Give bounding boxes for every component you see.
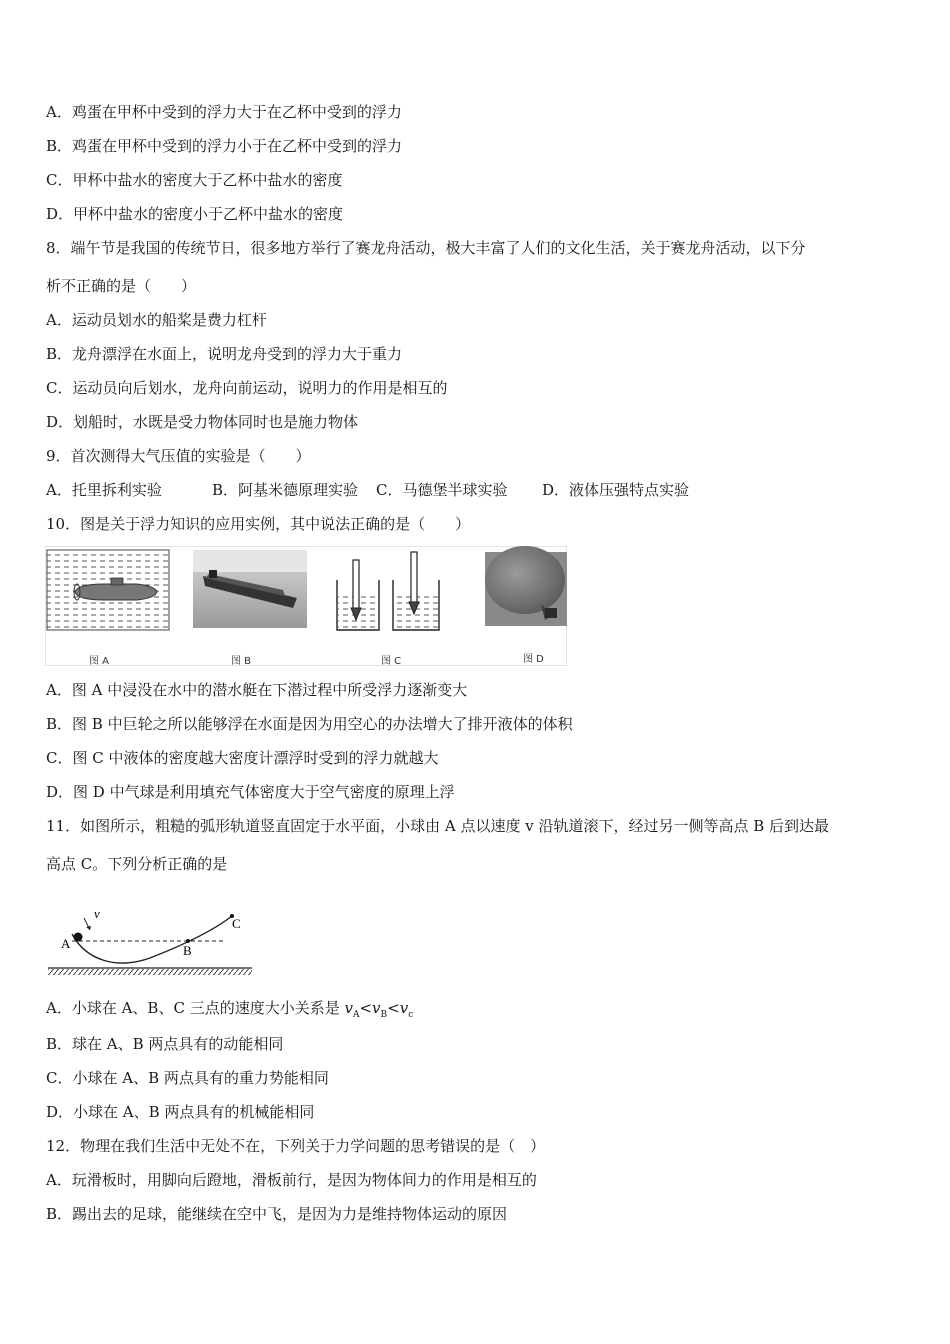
q10-option-c: C．图 C 中液体的密度越大密度计漂浮时受到的浮力就越大 bbox=[46, 749, 439, 767]
figure-b-ship bbox=[193, 550, 307, 628]
caption-a: 图 A bbox=[89, 656, 110, 667]
q9-option-b: B．阿基米德原理实验 bbox=[212, 481, 359, 499]
caption-b: 图 B bbox=[231, 656, 252, 667]
q11-track-figure bbox=[46, 900, 256, 980]
label-a: A bbox=[61, 936, 71, 951]
q9-option-d: D．液体压强特点实验 bbox=[542, 481, 690, 499]
q11-option-c: C．小球在 A、B 两点具有的重力势能相同 bbox=[46, 1069, 329, 1087]
q10-figures-svg bbox=[45, 546, 567, 666]
q11-va: v bbox=[344, 999, 353, 1017]
q7-option-c: C．甲杯中盐水的密度大于乙杯中盐水的密度 bbox=[46, 171, 343, 189]
figure-a-submarine bbox=[47, 550, 169, 630]
label-c: C bbox=[232, 916, 241, 931]
label-v: v bbox=[94, 906, 100, 921]
q9-option-a: A．托里拆利实验 bbox=[46, 481, 162, 499]
caption-c: 图 C bbox=[381, 656, 402, 667]
q11-vc: v bbox=[399, 999, 409, 1017]
q11-lt1: < bbox=[359, 999, 373, 1017]
q11-option-a-text: A．小球在 A、B、C 三点的速度大小关系是 bbox=[46, 999, 345, 1017]
caption-d: 图 D bbox=[523, 654, 544, 665]
q10-stem: 10．图是关于浮力知识的应用实例，其中说法正确的是（ ） bbox=[46, 515, 471, 533]
q8-stem-line2: 析不正确的是（ ） bbox=[46, 277, 197, 295]
q10-figure-strip bbox=[45, 546, 567, 666]
q11-vb: v bbox=[372, 999, 381, 1017]
q11-lt2: < bbox=[387, 999, 400, 1017]
q12-option-b: B．踢出去的足球，能继续在空中飞，是因为力是维持物体运动的原因 bbox=[46, 1205, 508, 1223]
q11-track-svg bbox=[46, 900, 256, 980]
ground-hatch bbox=[48, 969, 252, 975]
ball bbox=[74, 933, 83, 942]
q11-vb-sub: B bbox=[380, 1010, 388, 1020]
q11-stem-line1: 11．如图所示，粗糙的弧形轨道竖直固定于水平面，小球由 A 点以速度 v 沿轨道滚下，经过另一侧等高点 B 后到达最 bbox=[46, 817, 830, 835]
q7-option-a: A．鸡蛋在甲杯中受到的浮力大于在乙杯中受到的浮力 bbox=[46, 103, 402, 121]
q8-option-a: A．运动员划水的船桨是费力杠杆 bbox=[46, 311, 267, 329]
q12-option-a: A．玩滑板时，用脚向后蹬地，滑板前行，是因为物体间力的作用是相互的 bbox=[46, 1171, 537, 1189]
q11-option-b: B．球在 A、B 两点具有的动能相同 bbox=[46, 1035, 284, 1053]
q7-option-b: B．鸡蛋在甲杯中受到的浮力小于在乙杯中受到的浮力 bbox=[46, 137, 403, 155]
q12-stem: 12．物理在我们生活中无处不在，下列关于力学问题的思考错误的是（ ） bbox=[46, 1137, 546, 1155]
q9-stem: 9．首次测得大气压值的实验是（ ） bbox=[46, 447, 311, 465]
q8-option-d: D．划船时，水既是受力物体同时也是施力物体 bbox=[46, 413, 359, 431]
q8-option-b: B．龙舟漂浮在水面上，说明龙舟受到的浮力大于重力 bbox=[46, 345, 403, 363]
q10-option-a: A．图 A 中浸没在水中的潜水艇在下潜过程中所受浮力逐渐变大 bbox=[46, 681, 468, 699]
q8-option-c: C．运动员向后划水，龙舟向前运动，说明力的作用是相互的 bbox=[46, 379, 448, 397]
q11-option-a bbox=[46, 998, 413, 1025]
q10-option-b: B．图 B 中巨轮之所以能够浮在水面是因为用空心的办法增大了排开液体的体积 bbox=[46, 715, 573, 733]
q7-option-d: D．甲杯中盐水的密度小于乙杯中盐水的密度 bbox=[46, 205, 344, 223]
q8-stem-line1: 8．端午节是我国的传统节日，很多地方举行了赛龙舟活动，极大丰富了人们的文化生活，关于赛龙舟活动，以下分 bbox=[46, 239, 806, 257]
q10-option-d: D．图 D 中气球是利用填充气体密度大于空气密度的原理上浮 bbox=[46, 783, 455, 801]
figure-d-balloon bbox=[485, 546, 567, 626]
q11-va-sub: A bbox=[352, 1010, 360, 1020]
q11-vc-sub: c bbox=[408, 1010, 414, 1020]
label-b: B bbox=[183, 943, 192, 958]
q9-option-c: C．马德堡半球实验 bbox=[376, 481, 508, 499]
q11-option-d: D．小球在 A、B 两点具有的机械能相同 bbox=[46, 1103, 315, 1121]
q11-stem-line2: 高点 C。下列分析正确的是 bbox=[46, 855, 228, 873]
curved-track bbox=[72, 916, 232, 963]
